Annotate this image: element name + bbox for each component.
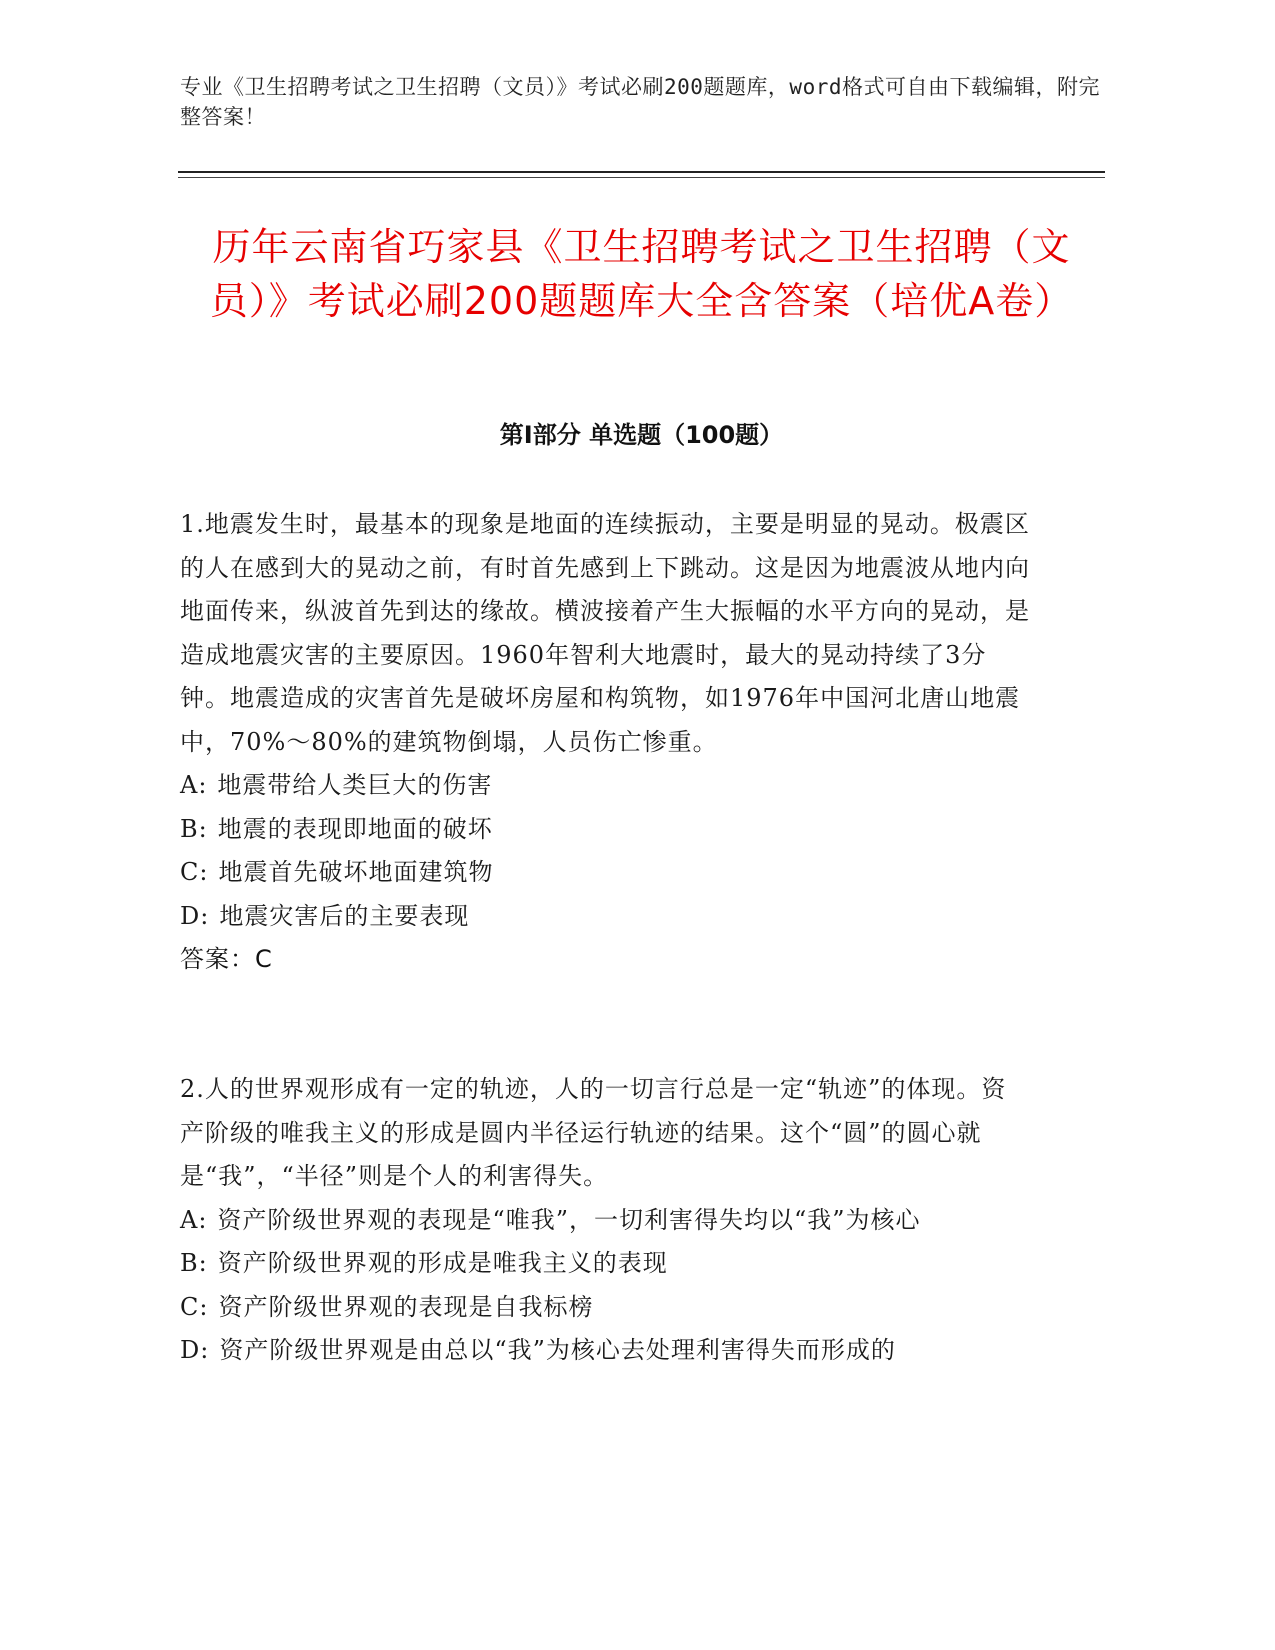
header-divider-thin: [178, 177, 1105, 178]
option-c: [180, 1286, 1030, 1330]
option-b: [180, 808, 1030, 852]
option-a: [180, 1199, 1030, 1243]
question-2: [180, 1068, 1030, 1373]
option-a: [180, 764, 1030, 808]
option-text: 地震灾害后的主要表现: [219, 901, 470, 930]
option-text: 资产阶级世界观的形成是唯我主义的表现: [217, 1249, 668, 1277]
option-letter: C:: [180, 1292, 209, 1321]
option-d: [180, 1329, 1030, 1373]
header-divider: [178, 171, 1105, 173]
question-stem: 1.地震发生时，最基本的现象是地面的连续振动，主要是明显的晃动。极震区的人在感到大的晃动之前，有时首先感到上下跳动。这是因为地震波从地内向地面传来，纵波首先到达的缘故。横波接着产生大振幅的水平方向的晃动，是造成地震灾害的主要原因。1960年智利大地震时，最大的晃动持续了3分钟。地震造成的灾害首先是破坏房屋和构筑物，如1976年中国河北唐山地震中，70%～80%的建筑物倒塌，人员伤亡惨重。: [180, 510, 1030, 756]
option-b: [180, 1242, 1030, 1286]
option-text: 地震的表现即地面的破坏: [217, 814, 493, 843]
option-text: 资产阶级世界观的表现是“唯我”，一切利害得失均以“我”为核心: [217, 1205, 921, 1234]
option-d: [180, 895, 1030, 939]
header-note: 专业《卫生招聘考试之卫生招聘（文员）》考试必刷200题题库，word格式可自由下载编辑，附完整答案！: [180, 75, 1100, 129]
option-letter: C:: [180, 858, 209, 886]
option-letter: D:: [180, 901, 210, 930]
option-letter: B:: [180, 1249, 208, 1277]
option-text: 地震带给人类巨大的伤害: [217, 771, 493, 799]
option-text: 资产阶级世界观是由总以“我”为核心去处理利害得失而形成的: [219, 1336, 896, 1364]
option-text: 资产阶级世界观的表现是自我标榜: [218, 1292, 594, 1321]
option-letter: A:: [180, 771, 208, 799]
option-letter: D:: [180, 1336, 210, 1364]
option-c: [180, 851, 1030, 895]
question-stem: 2.人的世界观形成有一定的轨迹，人的一切言行总是一定“轨迹”的体现。资产阶级的唯我主义的形成是圆内半径运行轨迹的结果。这个“圆”的圆心就是“我”，“半径”则是个人的利害得失。: [180, 1075, 1007, 1190]
option-text: 地震首先破坏地面建筑物: [218, 858, 494, 886]
document-title: 历年云南省巧家县《卫生招聘考试之卫生招聘（文员）》考试必刷200题题库大全含答案（培优A卷）: [209, 225, 1074, 323]
option-letter: A:: [180, 1205, 208, 1234]
question-1: [180, 503, 1030, 982]
answer: 答案：C: [180, 945, 273, 973]
option-letter: B:: [180, 814, 208, 843]
section-title: 第I部分 单选题（100题）: [499, 421, 784, 449]
